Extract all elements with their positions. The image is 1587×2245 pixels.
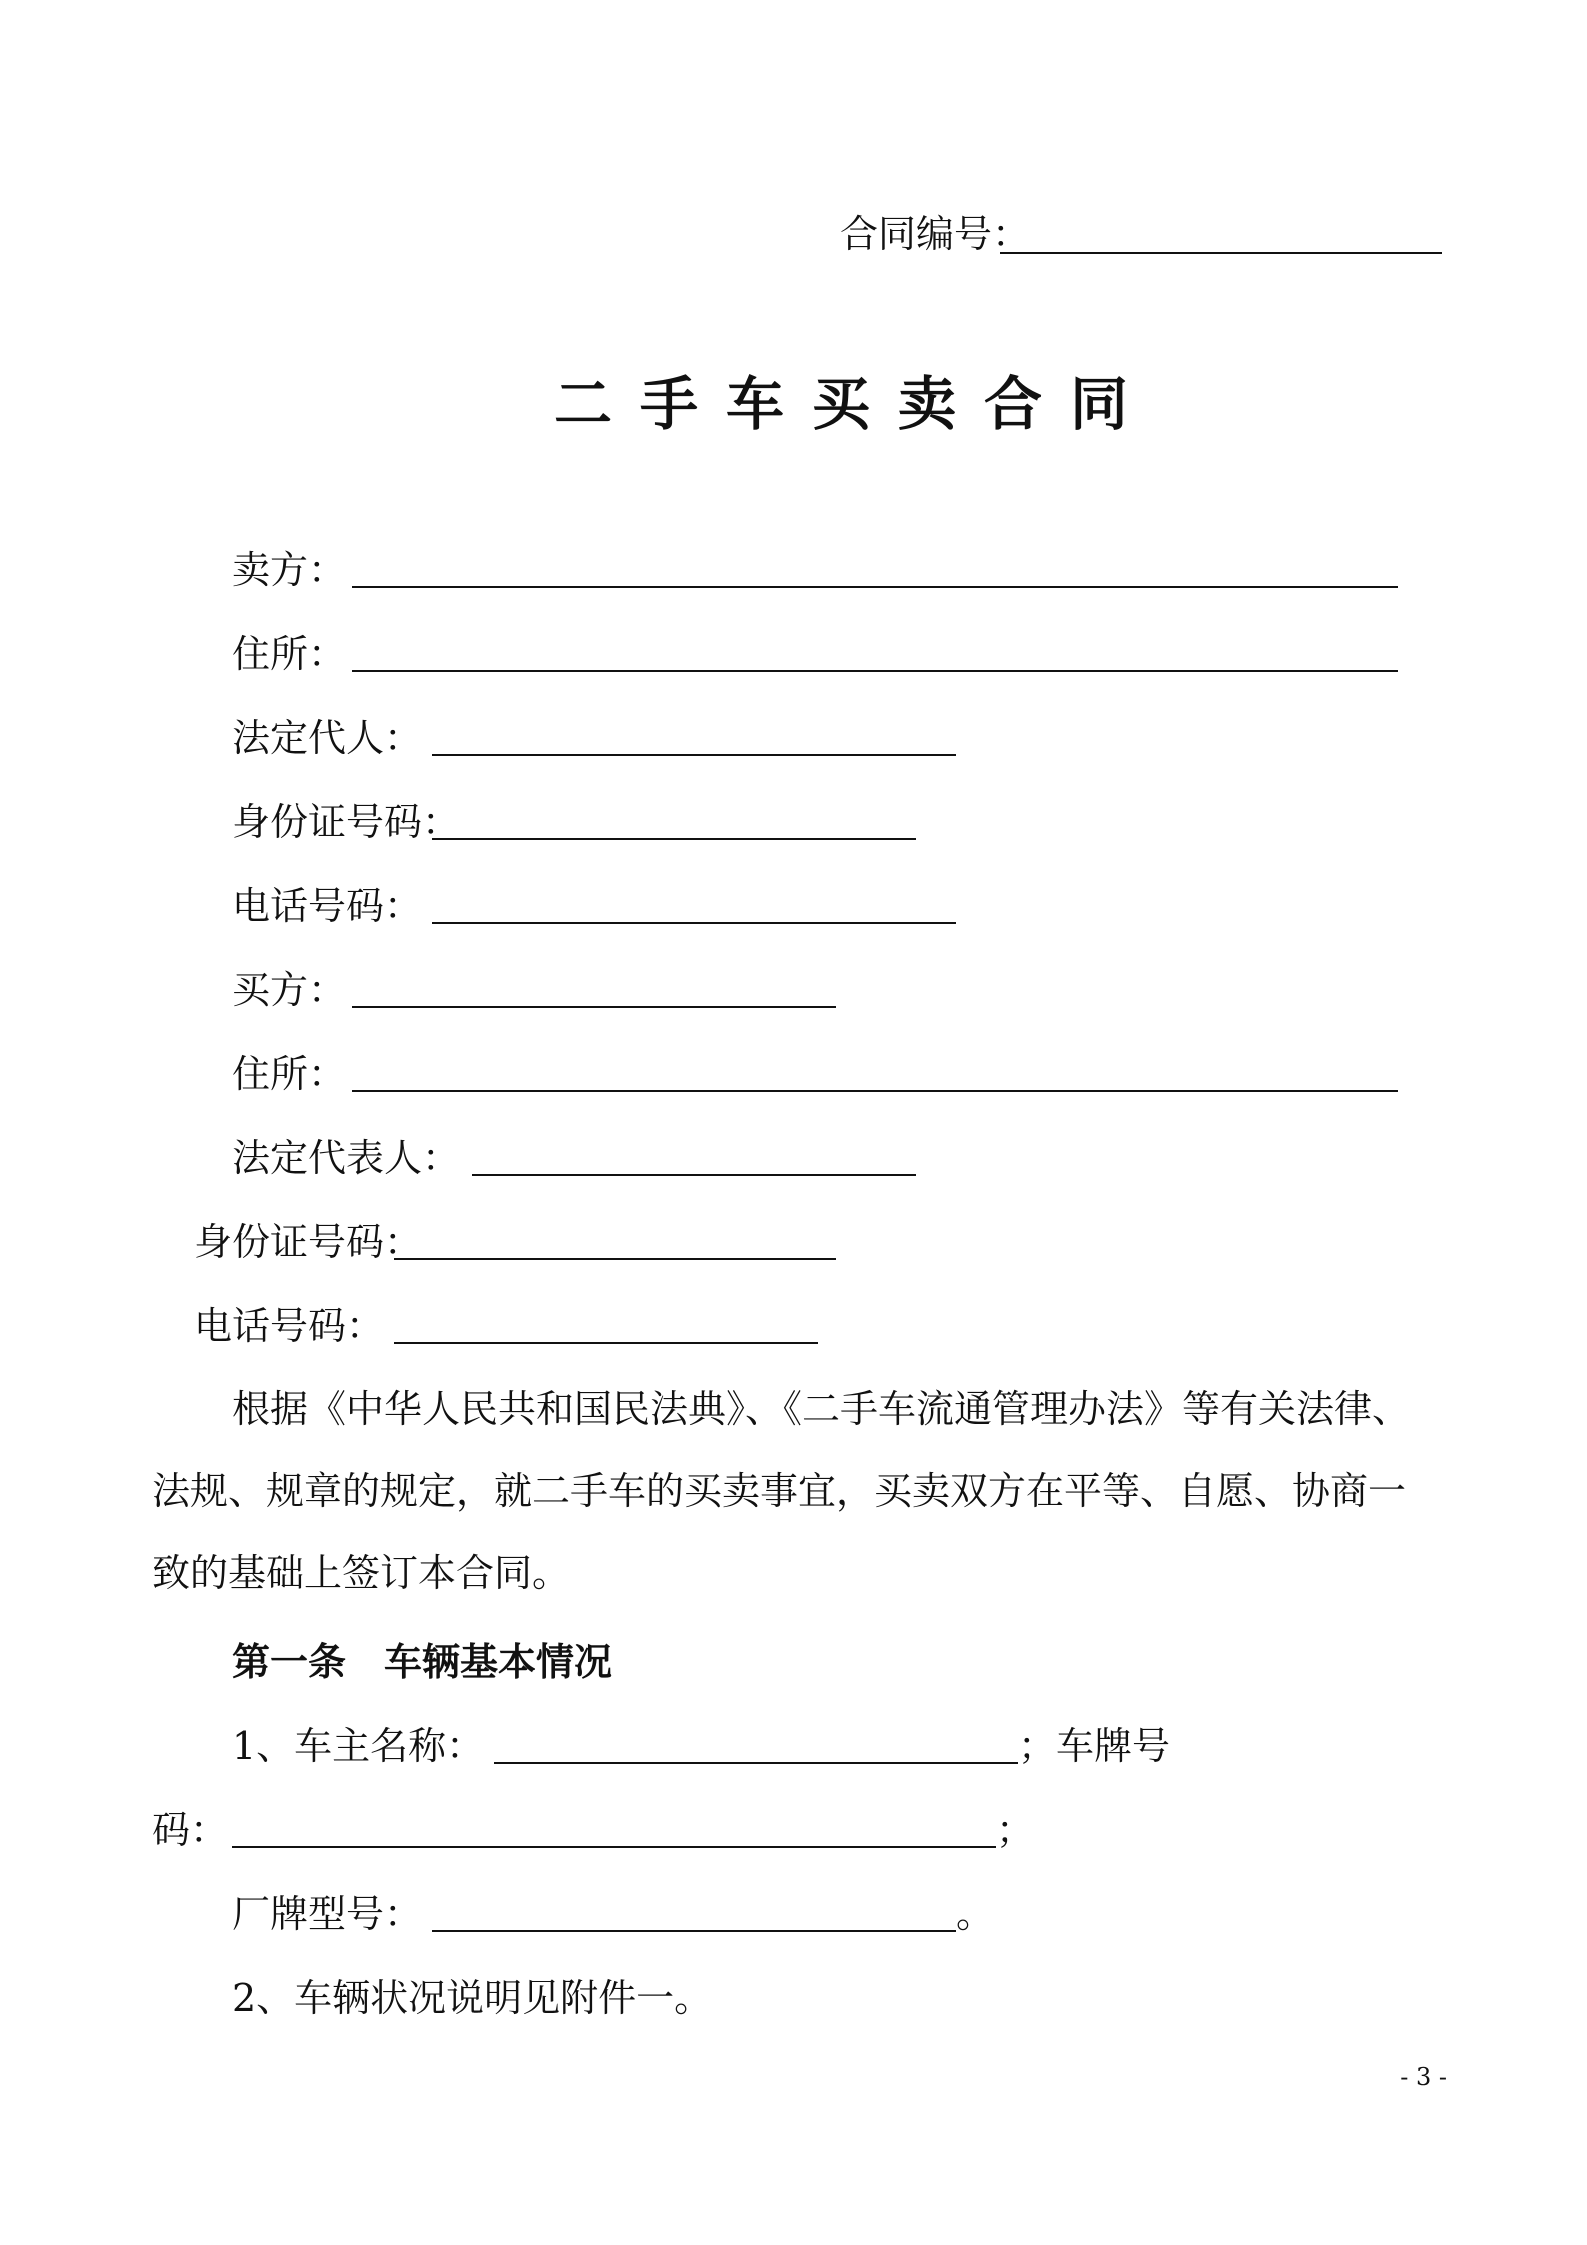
buyer-legal-rep-blank[interactable]	[472, 1174, 916, 1176]
buyer-address-blank[interactable]	[352, 1090, 1398, 1092]
seller-phone-blank[interactable]	[432, 922, 956, 924]
preamble-paragraph	[152, 1368, 1442, 1614]
buyer-name-blank[interactable]	[352, 1006, 836, 1008]
buyer-id-blank[interactable]	[394, 1258, 836, 1260]
page-number: - 3 -	[1400, 2063, 1447, 2091]
seller-address-blank[interactable]	[352, 670, 1398, 672]
seller-legal-rep-blank[interactable]	[432, 754, 956, 756]
seller-id-blank[interactable]	[432, 838, 916, 840]
plate-number-label: ；车牌号	[1018, 1724, 1171, 1768]
brand-model-blank[interactable]	[432, 1930, 956, 1932]
buyer-name-label: 买方：	[232, 968, 347, 1012]
plate-number-blank[interactable]	[232, 1846, 996, 1848]
seller-id-label: 身份证号码：	[232, 800, 461, 844]
plate-number-label-cont: 码：	[152, 1808, 229, 1852]
contract-number-blank[interactable]	[1000, 252, 1442, 254]
buyer-id-label: 身份证号码：	[194, 1220, 423, 1264]
preamble-text: 根据《中华人民共和国民法典》、《二手车流通管理办法》等有关法律、法规、规章的规定，就二手车的买卖事宜，买卖双方在平等、自愿、协商一致的基础上签订本合同。	[152, 1387, 1411, 1595]
owner-name-blank[interactable]	[494, 1762, 1018, 1764]
buyer-phone-label: 电话号码：	[194, 1304, 385, 1348]
seller-phone-label: 电话号码：	[232, 884, 423, 928]
brand-model-end: 。	[956, 1892, 995, 1936]
vehicle-condition-item: 2、车辆状况说明见附件一。	[232, 1976, 713, 2020]
document-title: 二手车买卖合同	[553, 370, 1156, 438]
seller-name-blank[interactable]	[352, 586, 1398, 588]
brand-model-label: 厂牌型号：	[232, 1892, 423, 1936]
contract-number-label: 合同编号：	[840, 212, 1031, 256]
seller-name-label: 卖方：	[232, 548, 347, 592]
seller-address-label: 住所：	[232, 632, 347, 676]
owner-name-label: 1、车主名称：	[232, 1724, 485, 1768]
plate-number-end: ；	[996, 1808, 1035, 1852]
article1-heading: 第一条 车辆基本情况	[232, 1639, 613, 1684]
seller-legal-rep-label: 法定代人：	[232, 716, 423, 760]
buyer-phone-blank[interactable]	[394, 1342, 818, 1344]
buyer-legal-rep-label: 法定代表人：	[232, 1136, 461, 1180]
buyer-address-label: 住所：	[232, 1052, 347, 1096]
